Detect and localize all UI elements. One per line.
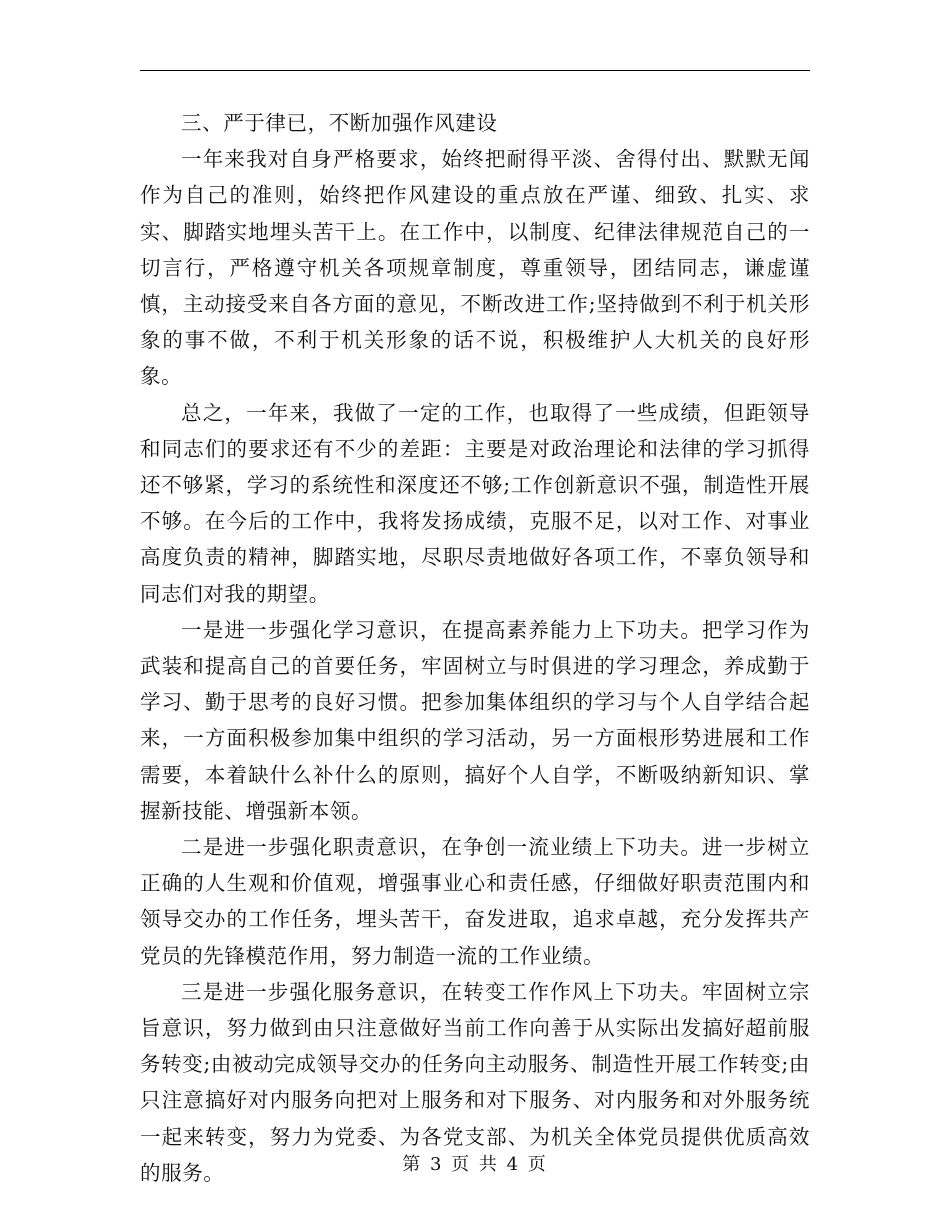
section-heading: 三、严于律已，不断加强作风建设: [181, 111, 498, 135]
document-body: [140, 105, 810, 1191]
paragraph-self-discipline: 一年来我对自身严格要求，始终把耐得平淡、舍得付出、默默无闻作为自己的准则，始终把作风建设的重点放在严谨、细致、扎实、求实、脚踏实地埋头苦干上。在工作中，以制度、纪律法律规范自己的一切言行，严格遵守机关各项规章制度，尊重领导，团结同志，谦虚谨慎，主动接受来自各方面的意见，不断改进工作;坚持做到不利于机关形象的事不做，不利于机关形象的话不说，积极维护人大机关的良好形象。: [140, 147, 810, 389]
header-rule: [140, 70, 810, 71]
paragraph-responsibility: 二是进一步强化职责意识，在争创一流业绩上下功夫。进一步树立正确的人生观和价值观，增强事业心和责任感，仔细做好职责范围内和领导交办的工作任务，埋头苦干，奋发进取，追求卓越，充分发挥共产党员的先锋模范作用，努力制造一流的工作业绩。: [140, 835, 810, 968]
paragraph-service: 三是进一步强化服务意识，在转变工作作风上下功夫。牢固树立宗旨意识，努力做到由只注意做好当前工作向善于从实际出发搞好超前服务转变;由被动完成领导交办的任务向主动服务、制造性开展工作转变;由只注意搞好对内服务向把对上服务和对下服务、对内服务和对外服务统一起来转变，努力为党委、为各党支部、为机关全体党员提供优质高效的服务。: [140, 979, 810, 1185]
page-number-footer: 第 3 页 共 4 页: [402, 1154, 548, 1175]
paragraph-learning: 一是进一步强化学习意识，在提高素养能力上下功夫。把学习作为武装和提高自己的首要任务，牢固树立与时俱进的学习理念，养成勤于学习、勤于思考的良好习惯。把参加集体组织的学习与个人自学结合起来，一方面积极参加集中组织的学习活动，另一方面根形势进展和工作需要，本着缺什么补什么的原则，搞好个人自学，不断吸纳新知识、掌握新技能、增强新本领。: [140, 617, 810, 823]
paragraph-summary: 总之，一年来，我做了一定的工作，也取得了一些成绩，但距领导和同志们的要求还有不少的差距：主要是对政治理论和法律的学习抓得还不够紧，学习的系统性和深度还不够;工作创新意识不强，制造性开展不够。在今后的工作中，我将发扬成绩，克服不足，以对工作、对事业高度负责的精神，脚踏实地，尽职尽责地做好各项工作，不辜负领导和同志们对我的期望。: [140, 400, 810, 606]
